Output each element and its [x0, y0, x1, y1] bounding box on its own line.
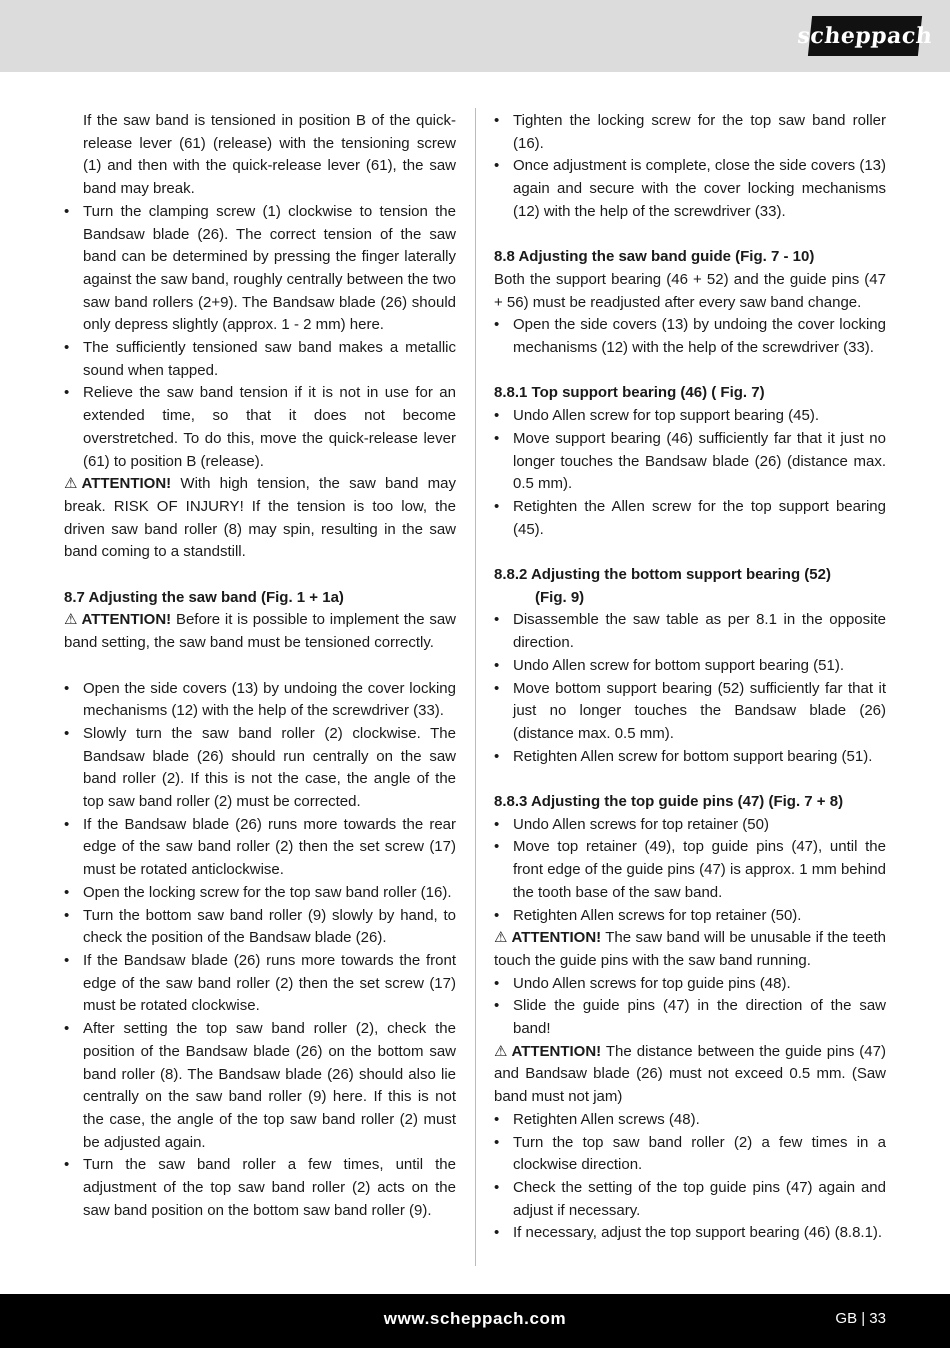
left-column [64, 110, 456, 1222]
attention-note: ⚠ ATTENTION! With high tension, the saw band may break. RISK OF INJURY! If the tension is too low, the driven saw band roller (8) may spin, resulting in the saw band coming to a standstill. [64, 475, 456, 561]
list-item: • Open the locking screw for the top saw band roller (16). [64, 882, 456, 905]
page-header [0, 0, 950, 72]
adjust-bullet-list [64, 678, 456, 1223]
bullet-list [494, 814, 886, 928]
tension-bullet-list [64, 201, 456, 473]
section-heading-8-8: 8.8 Adjusting the saw band guide (Fig. 7 - 10) [494, 248, 815, 266]
list-item: • After setting the top saw band roller (2), check the position of the Bandsaw blade (26) on the bottom saw band roller (8). The Bandsaw blade (26) should also lie centrally on the saw band roller (9) here. If this is not the case, the angle of the top saw band roller (2) must be adjusted again. [64, 1018, 456, 1154]
list-item: • Undo Allen screw for bottom support bearing (51). [494, 655, 886, 678]
list-item: • Slowly turn the saw band roller (2) clockwise. The Bandsaw blade (26) should run centrally on the saw band roller (2). If this is not the case, the angle of the top saw band roller (2) must be corrected. [64, 723, 456, 814]
bullet-list [494, 405, 886, 541]
list-item: • Once adjustment is complete, close the side covers (13) again and secure with the cover locking mechanisms (12) with the help of the screwdriver (33). [494, 155, 886, 223]
list-item: • Retighten Allen screws for top retainer (50). [494, 905, 886, 928]
right-column [494, 110, 886, 1245]
warning-triangle-icon: ⚠ [64, 475, 78, 493]
list-item: • Open the side covers (13) by undoing the cover locking mechanisms (12) with the help of the screwdriver (33). [64, 678, 456, 723]
list-item: • Turn the bottom saw band roller (9) slowly by hand, to check the position of the Bandsaw blade (26). [64, 905, 456, 950]
bullet-list [494, 973, 886, 1041]
bullet-list [494, 314, 886, 359]
list-item: • Undo Allen screws for top retainer (50) [494, 814, 886, 837]
list-item: • Retighten Allen screw for bottom support bearing (51). [494, 746, 886, 769]
list-item: • Disassemble the saw table as per 8.1 in the opposite direction. [494, 609, 886, 654]
list-item: • Check the setting of the top guide pins (47) again and adjust if necessary. [494, 1177, 886, 1222]
list-item: • Relieve the saw band tension if it is not in use for an extended time, so that it does not become overstretched. To do this, move the quick-release lever (61) to position B (release). [64, 382, 456, 473]
page-footer [0, 1294, 950, 1348]
page-number: GB | 33 [835, 1310, 886, 1327]
list-item: • Move top retainer (49), top guide pins (47), until the front edge of the guide pins (47) is approx. 1 mm behind the tooth base of the saw band. [494, 836, 886, 904]
list-item: • Turn the clamping screw (1) clockwise to tension the Bandsaw blade (26). The correct tension of the saw band can be determined by pressing the finger laterally against the saw band, roughly centrally between the two saw band rollers (2+9). The Bandsaw blade (26) should only depress slightly (approx. 1 - 2 mm) here. [64, 201, 456, 337]
list-item: • Slide the guide pins (47) in the direction of the saw band! [494, 995, 886, 1040]
list-item: • Undo Allen screws for top guide pins (48). [494, 973, 886, 996]
list-item: • If the Bandsaw blade (26) runs more towards the rear edge of the saw band roller (2) then the set screw (17) must be rotated anticlockwise. [64, 814, 456, 882]
website-link[interactable]: www.scheppach.com [383, 1309, 567, 1328]
bullet-list [494, 609, 886, 768]
list-item: • Turn the top saw band roller (2) a few times in a clockwise direction. [494, 1132, 886, 1177]
list-item: • Tighten the locking screw for the top saw band roller (16). [494, 110, 886, 155]
section-text: Both the support bearing (46 + 52) and the guide pins (47 + 56) must be readjusted after every saw band change. [494, 270, 886, 311]
column-divider [475, 108, 476, 1266]
list-item: • If the Bandsaw blade (26) runs more towards the front edge of the saw band roller (2) then the set screw (17) must be rotated clockwise. [64, 950, 456, 1018]
list-item: • The sufficiently tensioned saw band makes a metallic sound when tapped. [64, 337, 456, 382]
list-item: • Move support bearing (46) sufficiently far that it just no longer touches the Bandsaw blade (26) (distance max. 0.5 mm). [494, 428, 886, 496]
list-item: • If necessary, adjust the top support bearing (46) (8.8.1). [494, 1222, 886, 1245]
list-item: • Move bottom support bearing (52) sufficiently far that it just no longer touches the Bandsaw blade (26) (distance max. 0.5 mm). [494, 678, 886, 746]
section-heading-8-8-3: 8.8.3 Adjusting the top guide pins (47) (Fig. 7 + 8) [494, 793, 844, 811]
list-item: • Undo Allen screw for top support bearing (45). [494, 405, 886, 428]
warning-triangle-icon: ⚠ [64, 611, 78, 629]
section-heading-8-8-2: 8.8.2 Adjusting the bottom support bearing (52) (Fig. 9) [494, 566, 831, 606]
attention-note: ⚠ ATTENTION! The distance between the guide pins (47) and Bandsaw blade (26) must not exceed 0.5 mm. (Saw band must not jam) [494, 1042, 886, 1106]
warning-triangle-icon: ⚠ [494, 1042, 508, 1060]
intro-paragraph: If the saw band is tensioned in position B of the quick-release lever (61) (release) with the tensioning screw (1) and then with the quick-release lever (61), the saw band may break. [83, 112, 456, 198]
bullet-list [494, 1109, 886, 1245]
brand-logo: scheppach [808, 16, 922, 56]
list-item: • Retighten Allen screws (48). [494, 1109, 886, 1132]
list-item: • Retighten the Allen screw for the top support bearing (45). [494, 496, 886, 541]
top-bullet-list [494, 110, 886, 224]
attention-note: ⚠ ATTENTION! The saw band will be unusable if the teeth touch the guide pins with the saw band running. [494, 929, 886, 969]
section-heading-8-8-1: 8.8.1 Top support bearing (46) ( Fig. 7) [494, 384, 765, 402]
list-item: • Open the side covers (13) by undoing the cover locking mechanisms (12) with the help of the screwdriver (33). [494, 314, 886, 359]
warning-triangle-icon: ⚠ [494, 929, 508, 947]
attention-note: ⚠ ATTENTION! Before it is possible to implement the saw band setting, the saw band must be tensioned correctly. [64, 611, 457, 652]
list-item: • Turn the saw band roller a few times, until the adjustment of the top saw band roller (2) acts on the saw band position on the bottom saw band roller (9). [64, 1154, 456, 1222]
section-heading-8-7: 8.7 Adjusting the saw band (Fig. 1 + 1a) [64, 588, 344, 606]
